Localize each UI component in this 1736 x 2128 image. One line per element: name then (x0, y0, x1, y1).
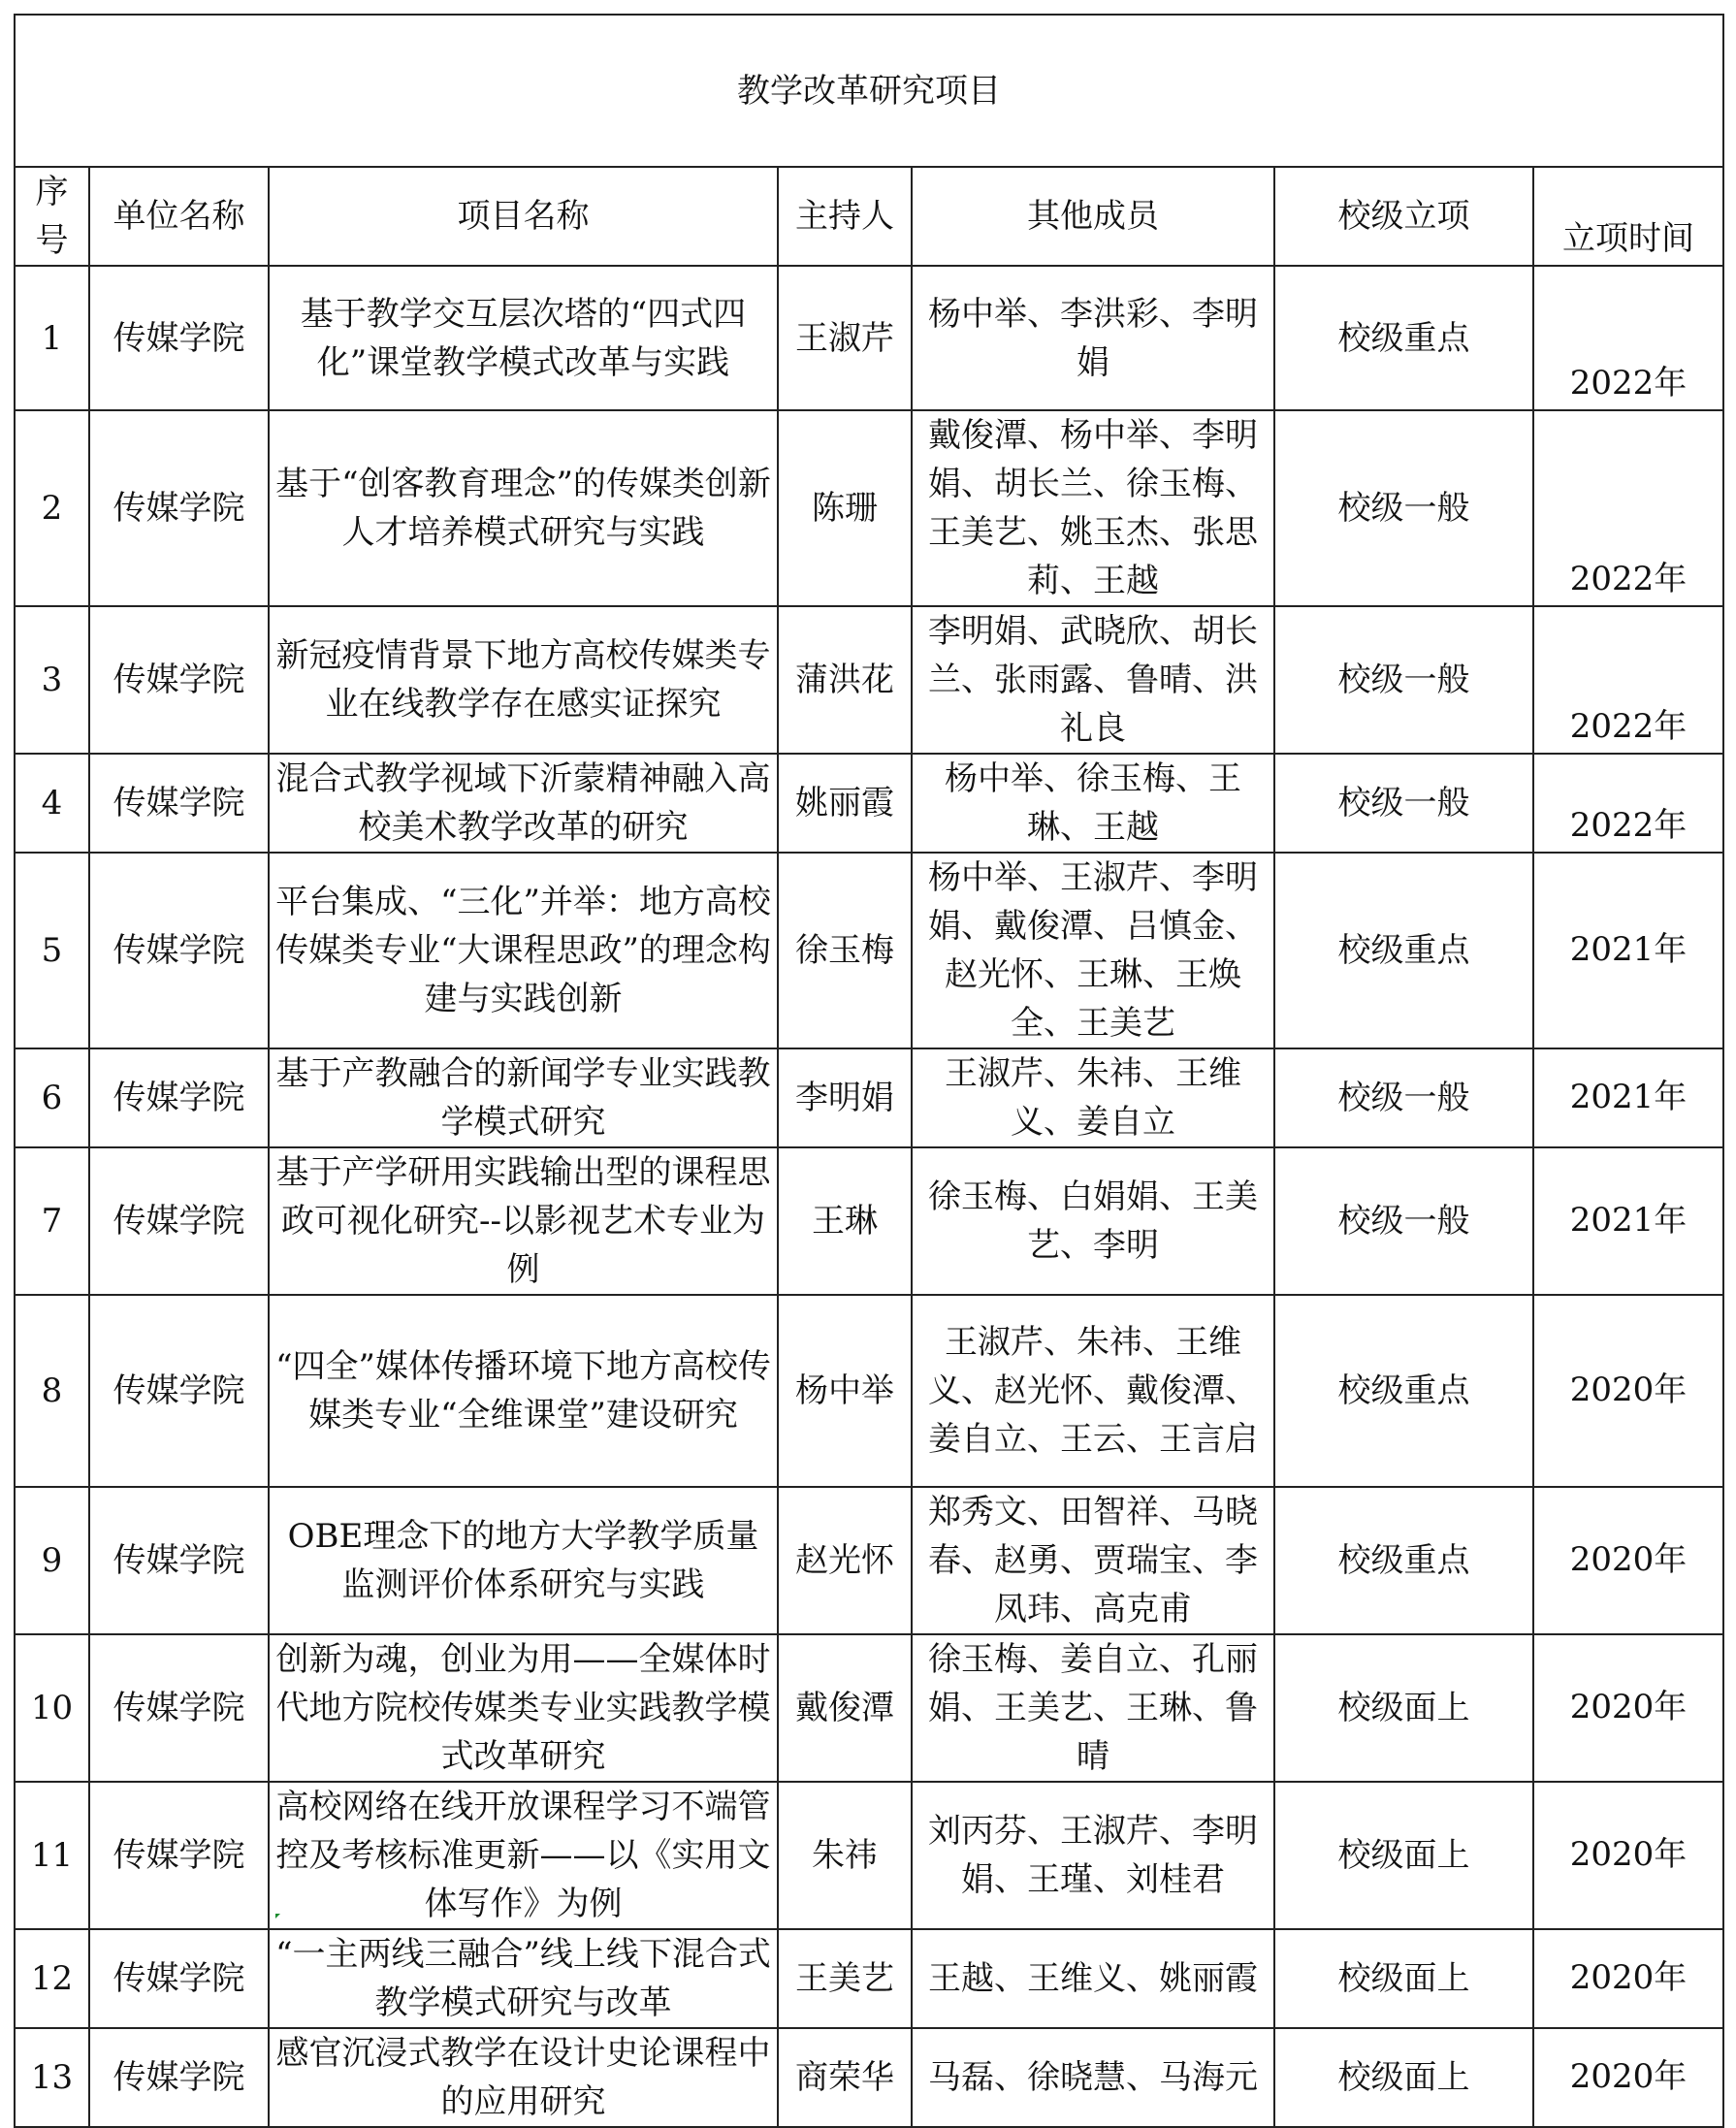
cell-project[interactable]: 基于“创客教育理念”的传媒类创新人才培养模式研究与实践 (269, 410, 778, 606)
table-row (15, 853, 1723, 1048)
cell-no[interactable]: 3 (15, 606, 89, 754)
cell-host[interactable]: 蒲洪花 (778, 606, 912, 754)
cell-host[interactable]: 商荣华 (778, 2028, 912, 2127)
cell-members[interactable]: 郑秀文、田智祥、马晓春、赵勇、贾瑞宝、李凤玮、高克甫 (912, 1487, 1274, 1634)
cell-members[interactable]: 李明娟、武晓欣、胡长兰、张雨露、鲁晴、洪礼良 (912, 606, 1274, 754)
table-row (15, 1929, 1723, 2028)
header-row (15, 167, 1723, 266)
header-cell-level[interactable]: 校级立项 (1274, 167, 1533, 266)
cell-project[interactable]: 平台集成、“三化”并举：地方高校传媒类专业“大课程思政”的理念构建与实践创新 (269, 853, 778, 1048)
cell-unit[interactable]: 传媒学院 (89, 1295, 269, 1487)
table-row (15, 410, 1723, 606)
header-cell-host[interactable]: 主持人 (778, 167, 912, 266)
cell-members[interactable]: 徐玉梅、白娟娟、王美艺、李明 (912, 1147, 1274, 1295)
cell-host[interactable]: 王美艺 (778, 1929, 912, 2028)
cell-no[interactable]: 12 (15, 1929, 89, 2028)
cell-level[interactable]: 校级面上 (1274, 1929, 1533, 2028)
projects-table (14, 14, 1724, 2128)
cell-year[interactable]: 2020年 (1533, 1634, 1723, 1782)
cell-level[interactable]: 校级一般 (1274, 410, 1533, 606)
cell-host[interactable]: 李明娟 (778, 1048, 912, 1147)
header-cell-no[interactable]: 序号 (15, 167, 89, 266)
cell-unit[interactable]: 传媒学院 (89, 1147, 269, 1295)
cell-members[interactable]: 刘丙芬、王淑芹、李明娟、王瑾、刘桂君 (912, 1782, 1274, 1929)
cell-host[interactable]: 王淑芹 (778, 266, 912, 410)
cell-unit[interactable]: 传媒学院 (89, 1487, 269, 1634)
cell-year[interactable]: 2020年 (1533, 1782, 1723, 1929)
cell-project[interactable]: 创新为魂，创业为用——全媒体时代地方院校传媒类专业实践教学模式改革研究 (269, 1634, 778, 1782)
cell-unit[interactable]: 传媒学院 (89, 1048, 269, 1147)
cell-host[interactable]: 徐玉梅 (778, 853, 912, 1048)
cell-members[interactable]: 戴俊潭、杨中举、李明娟、胡长兰、徐玉梅、王美艺、姚玉杰、张思莉、王越 (912, 410, 1274, 606)
cell-no[interactable]: 5 (15, 853, 89, 1048)
cell-project[interactable]: “一主两线三融合”线上线下混合式教学模式研究与改革 (269, 1929, 778, 2028)
cell-host[interactable]: 杨中举 (778, 1295, 912, 1487)
cell-unit[interactable]: 传媒学院 (89, 410, 269, 606)
cell-unit[interactable]: 传媒学院 (89, 266, 269, 410)
table-row (15, 2028, 1723, 2127)
table-row (15, 1295, 1723, 1487)
cell-host[interactable]: 戴俊潭 (778, 1634, 912, 1782)
cell-level[interactable]: 校级重点 (1274, 853, 1533, 1048)
cell-no[interactable]: 13 (15, 2028, 89, 2127)
cell-no[interactable]: 9 (15, 1487, 89, 1634)
cell-members[interactable]: 杨中举、李洪彩、李明娟 (912, 266, 1274, 410)
cell-project[interactable]: “四全”媒体传播环境下地方高校传媒类专业“全维课堂”建设研究 (269, 1295, 778, 1487)
cell-no[interactable]: 4 (15, 754, 89, 853)
cell-level[interactable]: 校级一般 (1274, 606, 1533, 754)
cell-level[interactable]: 校级一般 (1274, 754, 1533, 853)
cell-members[interactable]: 杨中举、徐玉梅、王琳、王越 (912, 754, 1274, 853)
table-row (15, 1782, 1723, 1929)
cell-project[interactable]: OBE理念下的地方大学教学质量监测评价体系研究与实践 (269, 1487, 778, 1634)
cell-members[interactable]: 杨中举、王淑芹、李明娟、戴俊潭、吕慎金、赵光怀、王琳、王焕全、王美艺 (912, 853, 1274, 1048)
cell-members[interactable]: 王越、王维义、姚丽霞 (912, 1929, 1274, 2028)
table-row (15, 606, 1723, 754)
cell-year[interactable]: 2020年 (1533, 2028, 1723, 2127)
cell-no[interactable]: 1 (15, 266, 89, 410)
cell-host[interactable]: 朱祎 (778, 1782, 912, 1929)
cell-year[interactable]: 2020年 (1533, 1929, 1723, 2028)
cell-members[interactable]: 马磊、徐晓慧、马海元 (912, 2028, 1274, 2127)
cell-no[interactable]: 7 (15, 1147, 89, 1295)
cell-level[interactable]: 校级面上 (1274, 1782, 1533, 1929)
cell-project[interactable]: 基于产教融合的新闻学专业实践教学模式研究 (269, 1048, 778, 1147)
cell-unit[interactable]: 传媒学院 (89, 853, 269, 1048)
table-row (15, 1634, 1723, 1782)
cell-no[interactable]: 2 (15, 410, 89, 606)
cell-unit[interactable]: 传媒学院 (89, 1929, 269, 2028)
cell-unit[interactable]: 传媒学院 (89, 1782, 269, 1929)
cell-year[interactable]: 2022年 (1533, 266, 1723, 410)
cell-year[interactable]: 2022年 (1533, 754, 1723, 853)
cell-year[interactable]: 2021年 (1533, 853, 1723, 1048)
cell-level[interactable]: 校级面上 (1274, 2028, 1533, 2127)
cell-comment-marker (275, 1914, 280, 1918)
table-row (15, 266, 1723, 410)
cell-no[interactable]: 11 (15, 1782, 89, 1929)
cell-year[interactable]: 2022年 (1533, 410, 1723, 606)
table-row (15, 1487, 1723, 1634)
cell-project[interactable]: 感官沉浸式教学在设计史论课程中的应用研究 (269, 2028, 778, 2127)
cell-project[interactable]: 基于产学研用实践输出型的课程思政可视化研究--以影视艺术专业为例 (269, 1147, 778, 1295)
header-cell-unit[interactable]: 单位名称 (89, 167, 269, 266)
table-row (15, 754, 1723, 853)
cell-unit[interactable]: 传媒学院 (89, 754, 269, 853)
header-cell-project[interactable]: 项目名称 (269, 167, 778, 266)
cell-project[interactable]: 高校网络在线开放课程学习不端管控及考核标准更新——以《实用文体写作》为例 (269, 1782, 778, 1929)
cell-year[interactable]: 2020年 (1533, 1487, 1723, 1634)
table-row (15, 1147, 1723, 1295)
cell-level[interactable]: 校级重点 (1274, 266, 1533, 410)
cell-host[interactable]: 王琳 (778, 1147, 912, 1295)
cell-members[interactable]: 王淑芹、朱祎、王维义、赵光怀、戴俊潭、姜自立、王云、王言启 (912, 1295, 1274, 1487)
cell-year[interactable]: 2021年 (1533, 1147, 1723, 1295)
cell-no[interactable]: 8 (15, 1295, 89, 1487)
cell-project[interactable]: 新冠疫情背景下地方高校传媒类专业在线教学存在感实证探究 (269, 606, 778, 754)
header-cell-members[interactable]: 其他成员 (912, 167, 1274, 266)
cell-project[interactable]: 基于教学交互层次塔的“四式四化”课堂教学模式改革与实践 (269, 266, 778, 410)
cell-host[interactable]: 陈珊 (778, 410, 912, 606)
cell-unit[interactable]: 传媒学院 (89, 1634, 269, 1782)
header-cell-year[interactable]: 立项时间 (1533, 167, 1723, 266)
cell-level[interactable]: 校级重点 (1274, 1487, 1533, 1634)
cell-level[interactable]: 校级面上 (1274, 1634, 1533, 1782)
title-row (15, 15, 1723, 167)
cell-year[interactable]: 2022年 (1533, 606, 1723, 754)
cell-members[interactable]: 徐玉梅、姜自立、孔丽娟、王美艺、王琳、鲁晴 (912, 1634, 1274, 1782)
cell-year[interactable]: 2021年 (1533, 1048, 1723, 1147)
table-title[interactable]: 教学改革研究项目 (15, 15, 1723, 167)
cell-unit[interactable]: 传媒学院 (89, 2028, 269, 2127)
cell-level[interactable]: 校级一般 (1274, 1048, 1533, 1147)
cell-host[interactable]: 姚丽霞 (778, 754, 912, 853)
cell-level[interactable]: 校级一般 (1274, 1147, 1533, 1295)
cell-members[interactable]: 王淑芹、朱祎、王维义、姜自立 (912, 1048, 1274, 1147)
cell-no[interactable]: 10 (15, 1634, 89, 1782)
cell-level[interactable]: 校级重点 (1274, 1295, 1533, 1487)
table-row (15, 1048, 1723, 1147)
cell-no[interactable]: 6 (15, 1048, 89, 1147)
cell-unit[interactable]: 传媒学院 (89, 606, 269, 754)
cell-host[interactable]: 赵光怀 (778, 1487, 912, 1634)
cell-project[interactable]: 混合式教学视域下沂蒙精神融入高校美术教学改革的研究 (269, 754, 778, 853)
cell-year[interactable]: 2020年 (1533, 1295, 1723, 1487)
